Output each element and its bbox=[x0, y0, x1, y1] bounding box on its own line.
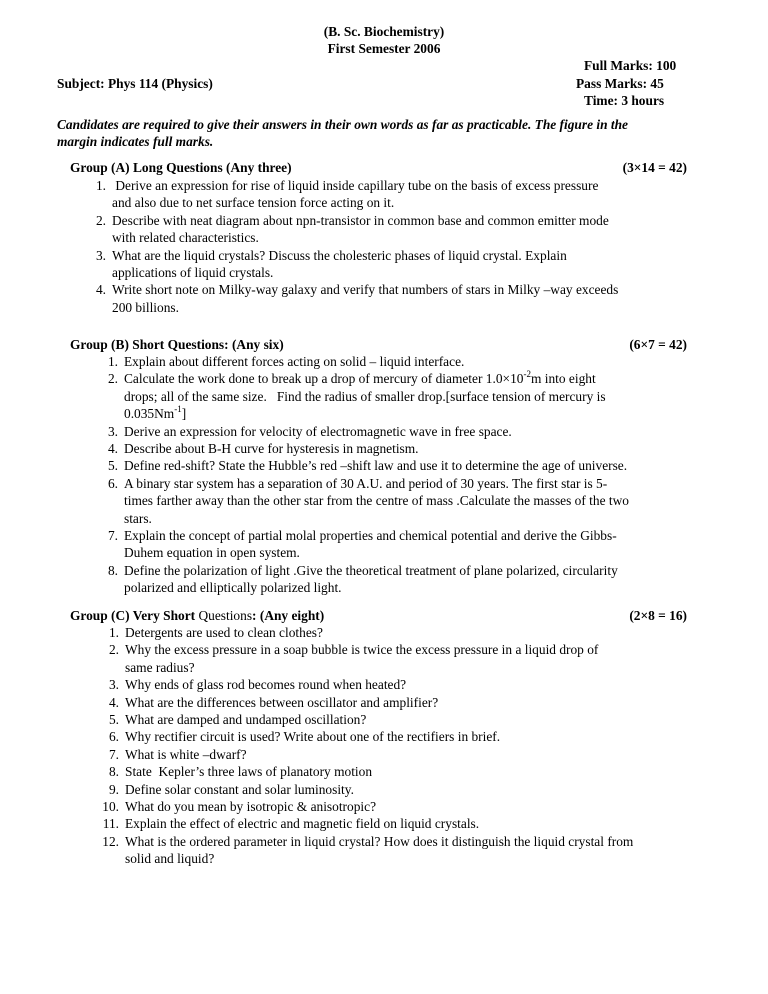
question-text-line: polarized and elliptically polarized light. bbox=[124, 580, 342, 596]
group-b-questions bbox=[94, 353, 694, 597]
group-a-questions bbox=[82, 177, 692, 316]
question-item bbox=[95, 676, 705, 693]
question-text-line: 200 billions. bbox=[112, 299, 179, 315]
question-number: 11. bbox=[102, 816, 119, 832]
question-text-line: Write short note on Milky-way galaxy and verify that numbers of stars in Milky –way exceeds bbox=[112, 282, 619, 298]
pass-marks: Pass Marks: 45 bbox=[576, 76, 664, 91]
group-a-title: Group (A) Long Questions (Any three) bbox=[70, 160, 292, 175]
subject-label: Subject: Phys 114 (Physics) bbox=[57, 76, 213, 91]
question-number: 10. bbox=[102, 799, 119, 815]
question-item bbox=[94, 353, 694, 370]
question-text-line: Detergents are used to clean clothes? bbox=[125, 625, 323, 640]
question-item bbox=[95, 781, 705, 798]
question-number: 3. bbox=[107, 423, 118, 439]
question-item bbox=[95, 763, 705, 780]
question-text-line: State Kepler’s three laws of planatory motion bbox=[125, 764, 373, 780]
question-item bbox=[94, 562, 694, 597]
question-number: 4. bbox=[95, 282, 106, 298]
question-number: 9. bbox=[108, 781, 119, 797]
question-item bbox=[82, 212, 692, 247]
question-text-line: Explain about different forces acting on solid – liquid interface. bbox=[124, 354, 465, 369]
question-text-line: stars. bbox=[124, 510, 152, 526]
question-text-line: Calculate the work done to break up a drop of mercury of diameter $1.0\times 10^{-2}m$ into eight bbox=[124, 368, 596, 387]
group-b-title: Group (B) Short Questions: (Any six) bbox=[70, 337, 284, 352]
question-text-line: Define the polarization of light .Give the theoretical treatment of plane polarized, circularity bbox=[124, 562, 618, 578]
question-number: 4. bbox=[108, 694, 119, 710]
question-text-line: with related characteristics. bbox=[112, 230, 259, 246]
group-b-marks: (6×7 = 42) bbox=[629, 337, 687, 352]
question-number: 8. bbox=[107, 562, 118, 578]
group-a-marks: (3×14 = 42) bbox=[622, 160, 687, 175]
question-text-line: Derive an expression for velocity of electromagnetic wave in free space. bbox=[124, 423, 512, 439]
question-text-line: solid and liquid? bbox=[125, 851, 215, 867]
question-item bbox=[95, 624, 705, 641]
group-c-title: Group (C) Very Short Questions: (Any eight) bbox=[70, 608, 325, 623]
question-number: 3. bbox=[108, 677, 119, 693]
question-number: 6. bbox=[107, 475, 118, 491]
question-number: 8. bbox=[108, 764, 119, 780]
group-c-marks: (2×8 = 16) bbox=[629, 608, 687, 623]
instructions-line-2: margin indicates full marks. bbox=[57, 134, 214, 149]
question-text-line: and also due to net surface tension force acting on it. bbox=[112, 195, 395, 211]
question-text-line: Why ends of glass rod becomes round when heated? bbox=[125, 677, 407, 693]
question-number: 7. bbox=[108, 746, 119, 762]
question-text-line: What is white –dwarf? bbox=[125, 746, 247, 762]
question-text-line: applications of liquid crystals. bbox=[112, 265, 274, 281]
question-text-line: Define red-shift? State the Hubble’s red –shift law and use it to determine the age of universe. bbox=[124, 458, 628, 474]
question-number: 12. bbox=[102, 833, 119, 849]
question-item bbox=[94, 370, 694, 422]
question-text-line: Describe with neat diagram about npn-transistor in common base and common emitter mode bbox=[112, 212, 609, 228]
question-text-line: What are the differences between oscillator and amplifier? bbox=[125, 694, 439, 710]
question-text-line: Why the excess pressure in a soap bubble is twice the excess pressure in a liquid drop of bbox=[125, 642, 599, 658]
question-text-line: Why rectifier circuit is used? Write about one of the rectifiers in brief. bbox=[125, 729, 501, 745]
question-number: 2. bbox=[107, 371, 118, 387]
question-item bbox=[94, 457, 694, 474]
question-item bbox=[95, 798, 705, 815]
instructions-line-1: Candidates are required to give their answers in their own words as far as practicable. The figure in the bbox=[57, 117, 629, 132]
question-text-line: What are damped and undamped oscillation? bbox=[125, 712, 367, 728]
question-text-line: Explain the concept of partial molal properties and chemical potential and derive the Gibbs- bbox=[124, 528, 617, 544]
question-item bbox=[94, 440, 694, 457]
group-a-heading bbox=[70, 159, 687, 176]
group-c-questions bbox=[95, 624, 705, 868]
semester-title: First Semester 2006 bbox=[327, 41, 441, 56]
question-text-line: drops; all of the same size. Find the radius of smaller drop.[surface tension of mercury is bbox=[124, 388, 606, 404]
question-item bbox=[82, 281, 692, 316]
question-item bbox=[95, 711, 705, 728]
program-title: (B. Sc. Biochemistry) bbox=[323, 24, 445, 39]
question-item bbox=[95, 641, 705, 676]
question-text-line: Define solar constant and solar luminosity. bbox=[125, 781, 354, 797]
question-number: 7. bbox=[107, 528, 118, 544]
question-text-line: Duhem equation in open system. bbox=[124, 545, 300, 561]
group-b-heading bbox=[70, 336, 687, 353]
question-number: 5. bbox=[108, 712, 119, 728]
question-item bbox=[94, 527, 694, 562]
full-marks: Full Marks: 100 bbox=[584, 58, 677, 73]
question-text-line: What is the ordered parameter in liquid crystal? How does it distinguish the liquid crystal from bbox=[125, 833, 634, 849]
question-item bbox=[95, 833, 705, 868]
question-item bbox=[95, 746, 705, 763]
question-text-line: A binary star system has a separation of 30 A.U. and period of 30 years. The first star is 5- bbox=[124, 475, 608, 491]
question-text-line: Describe about B-H curve for hysteresis in magnetism. bbox=[124, 441, 419, 457]
question-number: 1. bbox=[107, 354, 118, 369]
question-number: 3. bbox=[95, 247, 106, 263]
question-text-line: Explain the effect of electric and magnetic field on liquid crystals. bbox=[125, 816, 480, 832]
question-number: 1. bbox=[108, 625, 119, 640]
question-item bbox=[95, 694, 705, 711]
question-item bbox=[82, 247, 692, 282]
question-text-line: times farther away than the other star from the centre of mass .Calculate the masses of the two bbox=[124, 493, 629, 509]
question-text-line: same radius? bbox=[125, 659, 195, 675]
question-number: 2. bbox=[95, 212, 106, 228]
question-item bbox=[94, 475, 694, 527]
question-item bbox=[95, 728, 705, 745]
question-number: 4. bbox=[107, 441, 118, 457]
question-text-line: What do you mean by isotropic & anisotropic? bbox=[125, 799, 377, 815]
question-text-line: Derive an expression for rise of liquid inside capillary tube on the basis of excess pressure bbox=[112, 178, 599, 193]
question-number: 1. bbox=[95, 178, 106, 193]
question-number: 2. bbox=[108, 642, 119, 658]
question-item bbox=[82, 177, 692, 212]
question-number: 6. bbox=[108, 729, 119, 745]
question-item bbox=[94, 423, 694, 440]
question-text-line: $0.035Nm^{-1}$] bbox=[124, 403, 187, 422]
question-number: 5. bbox=[107, 458, 118, 474]
question-text-line: What are the liquid crystals? Discuss the cholesteric phases of liquid crystal. Explain bbox=[112, 247, 567, 263]
question-item bbox=[95, 815, 705, 832]
group-c-heading bbox=[70, 607, 687, 624]
time-allowed: Time: 3 hours bbox=[584, 93, 665, 108]
